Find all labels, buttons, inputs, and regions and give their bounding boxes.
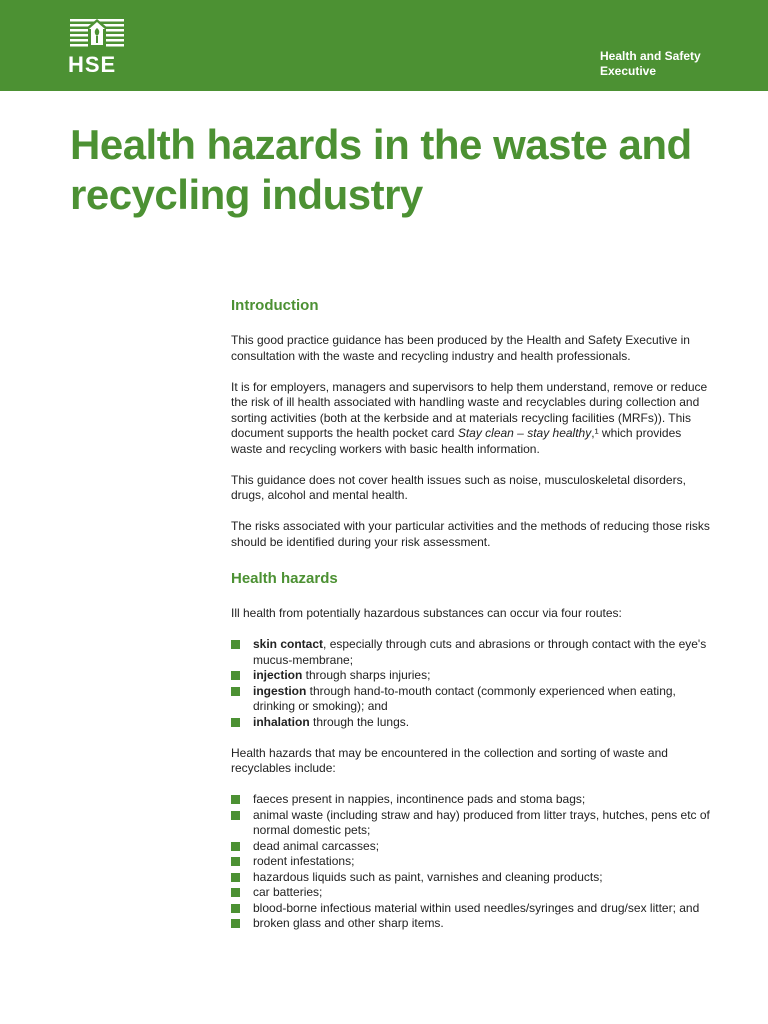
intro-p2-text-end: ,¹ which provides waste and recycling workers with basic health information. <box>231 426 682 456</box>
page-header <box>0 0 768 91</box>
intro-paragraph-1: This good practice guidance has been produced by the Health and Safety Executive in consultation with the waste and recycling industry and health professionals. <box>231 333 690 363</box>
list-item <box>231 808 711 839</box>
bullet-square-icon <box>231 640 240 649</box>
list-item <box>231 715 711 731</box>
title-line-2: recycling industry <box>70 171 423 218</box>
pocket-card-title: Stay clean – stay healthy <box>457 426 592 440</box>
route-description: through hand-to-mouth contact (commonly experienced when eating, drinking or smoking); and <box>253 683 676 713</box>
route-description: , especially through cuts and abrasions or through contact with the eye's mucus-membrane; <box>253 637 707 667</box>
bullet-square-icon <box>231 857 240 866</box>
list-item <box>231 901 711 917</box>
list-item <box>231 916 711 932</box>
hazard-text: car batteries; <box>253 885 323 899</box>
route-term: skin contact <box>253 637 324 651</box>
route-description: through the lungs. <box>309 714 410 729</box>
routes-list <box>231 637 711 730</box>
route-term: injection <box>253 668 303 682</box>
hazard-text: broken glass and other sharp items. <box>253 916 444 930</box>
hazard-text: faeces present in nappies, incontinence pads and stoma bags; <box>253 792 586 806</box>
route-description: through sharps injuries; <box>302 668 431 682</box>
bullet-square-icon <box>231 718 240 727</box>
hazards-list-intro: Health hazards that may be encountered in the collection and sorting of waste and recyclables include: <box>231 745 668 775</box>
intro-paragraph-4: The risks associated with your particular activities and the methods of reducing those risks should be identified during your risk assessment. <box>231 519 710 549</box>
list-item <box>231 854 711 870</box>
list-item <box>231 839 711 855</box>
hazard-text: hazardous liquids such as paint, varnishes and cleaning products; <box>253 869 603 884</box>
route-term: inhalation <box>253 714 310 729</box>
list-item <box>231 668 711 684</box>
hazard-text: rodent infestations; <box>253 854 355 868</box>
main-content <box>231 296 711 947</box>
hazard-text: animal waste (including straw and hay) produced from litter trays, hutches, pens etc of normal domestic pets; <box>253 807 710 837</box>
document-title <box>70 120 730 220</box>
bullet-square-icon <box>231 919 240 928</box>
bullet-square-icon <box>231 811 240 820</box>
logo-text: HSE <box>68 52 117 77</box>
introduction-heading: Introduction <box>231 297 319 314</box>
health-hazards-heading: Health hazards <box>231 570 338 587</box>
intro-p2-text: It is for employers, managers and supervisors to help them understand, remove or reduce the risk of ill health associated with handling waste and recyclables during collection and sorting activities (both at the kerbside and at materials recycling facilities (MRFs)). This document supports the health pocket card <box>231 379 708 440</box>
list-item <box>231 637 711 668</box>
hse-emblem-icon <box>68 17 126 53</box>
bullet-square-icon <box>231 671 240 680</box>
org-name-line-2: Executive <box>600 64 657 78</box>
bullet-square-icon <box>231 687 240 696</box>
bullet-square-icon <box>231 842 240 851</box>
bullet-square-icon <box>231 888 240 897</box>
list-item <box>231 792 711 808</box>
routes-intro: Ill health from potentially hazardous substances can occur via four routes: <box>231 606 622 620</box>
hse-logo <box>68 17 126 77</box>
intro-paragraph-2 <box>231 380 711 458</box>
bullet-square-icon <box>231 795 240 804</box>
list-item <box>231 684 711 715</box>
hazard-text: dead animal carcasses; <box>253 838 380 853</box>
hazard-text: blood-borne infectious material within used needles/syringes and drug/sex litter; and <box>253 900 700 915</box>
intro-paragraph-3: This guidance does not cover health issues such as noise, musculoskeletal disorders, drugs, alcohol and mental health. <box>231 472 686 502</box>
title-line-1: Health hazards in the waste and <box>70 121 692 168</box>
hazards-list <box>231 792 711 932</box>
bullet-square-icon <box>231 873 240 882</box>
bullet-square-icon <box>231 904 240 913</box>
organisation-name <box>600 49 750 79</box>
org-name-line-1: Health and Safety <box>600 49 701 63</box>
list-item <box>231 870 711 886</box>
route-term: ingestion <box>253 683 307 698</box>
list-item <box>231 885 711 901</box>
